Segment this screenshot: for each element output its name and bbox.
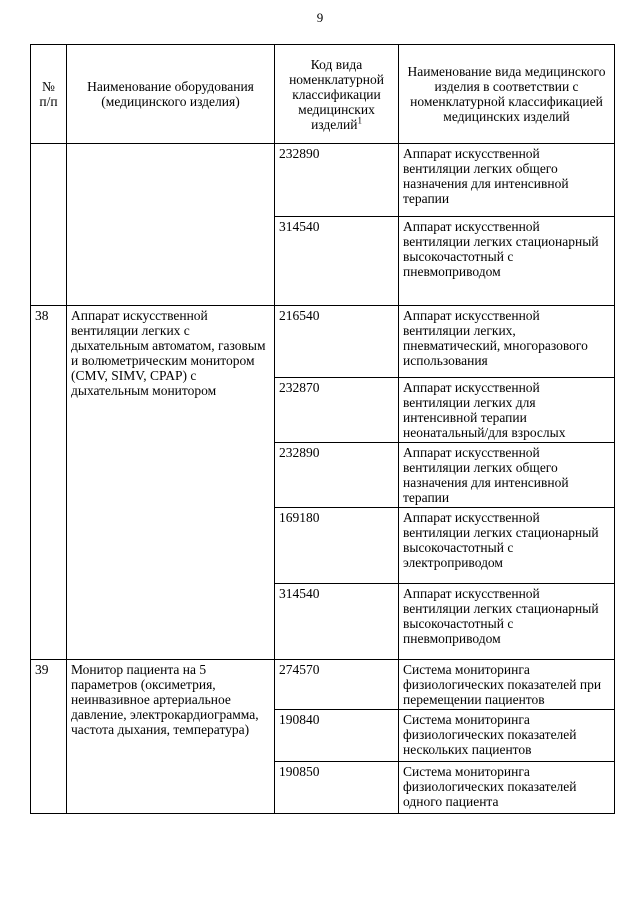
table-row xyxy=(31,306,615,378)
equipment-name: Монитор пациента на 5 параметров (оксиметрия, неинвазивное артериальное давление, электрокардиограмма, частота дыхания, температура) xyxy=(67,660,275,814)
header-type-name: Наименование вида медицинского изделия в соответствии с номенклатурной классификацией медицинских изделий xyxy=(399,45,615,144)
classification-code: 232890 xyxy=(275,144,399,217)
classification-code: 190850 xyxy=(275,762,399,814)
header-number: № п/п xyxy=(31,45,67,144)
classification-name: Аппарат искусственной вентиляции легких общего назначения для интенсивной терапии xyxy=(399,144,615,217)
classification-code: 190840 xyxy=(275,710,399,762)
page-number: 9 xyxy=(316,10,324,25)
classification-name: Система мониторинга физиологических показателей одного пациента xyxy=(399,762,615,814)
row-number: 39 xyxy=(31,660,67,814)
classification-name: Аппарат искусственной вентиляции легких стационарный высокочастотный с пневмоприводом xyxy=(399,217,615,306)
classification-code: 216540 xyxy=(275,306,399,378)
table-header-row xyxy=(31,45,615,144)
classification-name: Аппарат искусственной вентиляции легких, пневматический, многоразового использования xyxy=(399,306,615,378)
equipment-name: Аппарат искусственной вентиляции легких с дыхательным автоматом, газовым и волюметрическим монитором (CMV, SIMV, CPAP) с дыхательным монитором xyxy=(67,306,275,660)
equipment-table xyxy=(30,44,615,814)
classification-name: Аппарат искусственной вентиляции легких стационарный высокочастотный с электроприводом xyxy=(399,508,615,584)
classification-name: Система мониторинга физиологических показателей при перемещении пациентов xyxy=(399,660,615,710)
classification-code: 314540 xyxy=(275,584,399,660)
classification-code: 232870 xyxy=(275,378,399,443)
classification-name: Система мониторинга физиологических показателей нескольких пациентов xyxy=(399,710,615,762)
footnote-mark: 1 xyxy=(357,115,362,125)
classification-name: Аппарат искусственной вентиляции легких общего назначения для интенсивной терапии xyxy=(399,443,615,508)
row-number: 38 xyxy=(31,306,67,660)
table-row xyxy=(31,660,615,710)
classification-name: Аппарат искусственной вентиляции легких стационарный высокочастотный с пневмоприводом xyxy=(399,584,615,660)
header-equipment: Наименование оборудования (медицинского изделия) xyxy=(67,45,275,144)
classification-code: 169180 xyxy=(275,508,399,584)
table-row xyxy=(31,144,615,217)
header-code: Код вида номенклатурной классификации медицинских изделий$^1$ xyxy=(275,45,399,144)
equipment-name xyxy=(67,144,275,306)
row-number xyxy=(31,144,67,306)
classification-code: 314540 xyxy=(275,217,399,306)
classification-code: 274570 xyxy=(275,660,399,710)
classification-code: 232890 xyxy=(275,443,399,508)
classification-name: Аппарат искусственной вентиляции легких для интенсивной терапии неонатальный/для взрослых xyxy=(399,378,615,443)
